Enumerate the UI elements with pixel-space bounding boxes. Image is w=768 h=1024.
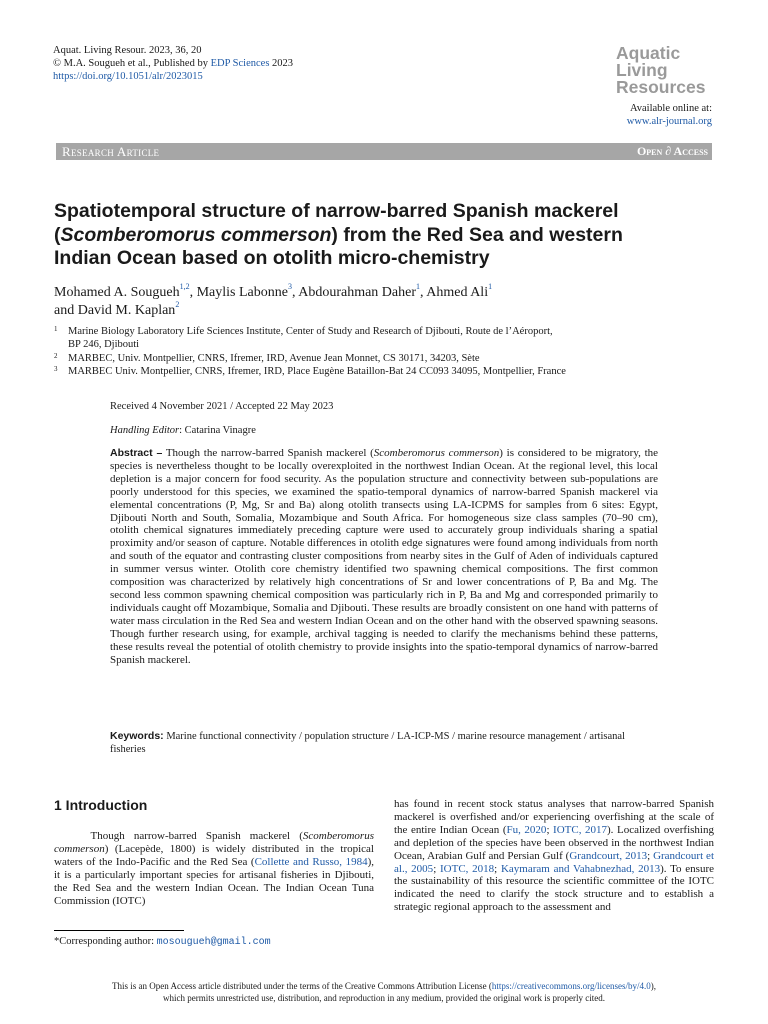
reference-link[interactable]: Grandcourt et al., 2005 [394, 849, 714, 875]
license-link[interactable]: https://creativecommons.org/licenses/by/4.0 [491, 981, 651, 991]
citation-header [53, 44, 293, 83]
reference-link[interactable]: Collette and Russo, 1984 [254, 855, 368, 868]
author: and David M. Kaplan$^2$ [54, 300, 180, 318]
affiliation-item: 1 Marine Biology Laboratory Life Sciences Institute, Center of Study and Research of Djibouti, Route de l’Aéroport, BP 246, Djibouti [54, 325, 553, 351]
affiliation-ref[interactable]: 1 [416, 282, 421, 291]
article-type-label: Research Article [62, 144, 160, 159]
author-list [54, 284, 714, 320]
available-label: Available online at: [629, 103, 712, 114]
footnote-rule [54, 930, 184, 931]
corresponding-author-footnote: *Corresponding author: mosougueh@gmail.com [54, 936, 271, 948]
open-access-label: Open ∂ Access [636, 144, 708, 158]
affiliations [54, 325, 714, 378]
reference-link[interactable]: Fu, 2020 [506, 823, 547, 836]
journal-citation: Aquat. Living Resour. 2023, 36, 20 [53, 45, 202, 56]
affiliation-ref[interactable]: 2 [175, 300, 180, 309]
publisher-link[interactable]: EDP Sciences [210, 58, 270, 69]
journal-website-link[interactable]: www.alr-journal.org [626, 116, 712, 127]
doi-link[interactable]: https://doi.org/10.1051/alr/2023015 [53, 71, 203, 82]
author: Maylis Labonne$^3$, [196, 282, 299, 300]
abstract: Abstract – Though the narrow-barred Spanish mackerel (Scomberomorus commerson) is considered to be migratory, the species is nevertheless thought to be locally overexploited in the northwest Indian Ocean. At the regional level, this local depletion is a major concern for food security. As the population structure and connectivity between sub-populations are poorly understood for this species, we examined the spatio-temporal dynamics of narrow-barred Spanish mackerel via elemental concentrations (P, Mg, Sr and Ba) along otolith transects using LA-ICPMS for samples from 6 sites: Egypt, Djibouti North and South, Somalia, Mozambique and South Africa. For homogeneous size class samples (70–90 cm), otolith chemical signatures immediately preceding capture were used to accurately group individuals sharing a spatial proximity and/or season of capture. Notable differences in otolith edge signatures were found among individuals from north and south of the equator and contrasting cluster compositions from nearby sites in the Gulf of Aden of individuals captured in summer versus winter. Otolith core chemistry identified two spawning chemical compositions. The first common composition was characterized by relatively high concentrations of Sr and lower concentrations of P, Ba and Mg. The second less common spawning chemical composition was particularly rich in P, Ba and Mg and corresponded primarily to individuals caught off Mozambique, Somalia and Djibouti. These results are broadly consistent on one hand with patterns of water mass circulation in the Red Sea and western Indian Ocean and on the other hand with the observed spawning seasons. Though further research using, for example, archival tagging is needed to clarify the mechanisms behind these patterns, these results reveal the potential of otolith chemistry to provide insights into the spatio-temporal dynamics of narrow-barred Spanish mackerel. [110, 447, 659, 666]
affiliation-ref[interactable]: 3 [287, 282, 292, 291]
reference-link[interactable]: IOTC, 2018 [440, 862, 495, 875]
reference-link[interactable]: Kaymaram and Vahabnezhad, 2013 [500, 862, 661, 875]
abstract-label: Abstract – [110, 447, 163, 459]
section-heading: 1 Introduction [54, 797, 148, 813]
keywords: Keywords: Marine functional connectivity / population structure / LA-ICP-MS / marine resource management / artisanal fisheries [110, 730, 625, 755]
article-type-band [56, 143, 712, 160]
author: Mohamed A. Sougueh$^{1,2}$, [54, 282, 197, 300]
affiliation-item: 2 MARBEC, Univ. Montpellier, CNRS, Ifremer, IRD, Avenue Jean Monnet, CS 30171, 34203, Sète [54, 351, 480, 364]
keywords-label: Keywords: [110, 730, 164, 742]
affiliation-ref[interactable]: 1 [488, 282, 493, 291]
copyright-line: © M.A. Sougueh et al., Published by EDP Sciences 2023 [53, 58, 294, 69]
intro-right-column: has found in recent stock status analyses that narrow-barred Spanish mackerel is overfished and/or experiencing overfishing at the scale of the entire Indian Ocean (Fu, 2020; IOTC, 2017). Localized overfishing and depletion of the species have been observed in the northwest Indian Ocean, Arabian Gulf and Persian Gulf (Grandcourt, 2013; Grandcourt et al., 2005; IOTC, 2018; Kaymaram and Vahabnezhad, 2013). To ensure the sustainability of this resource the scientific committee of the IOTC indicated the need to clarify the stock structure and to establish a strategic regional approach to the assessment and [394, 798, 715, 914]
handling-editor: Handling Editor: Catarina Vinagre [110, 425, 256, 436]
intro-left-column: Though narrow-barred Spanish mackerel (Scomberomorus commerson) (Lacepède, 1800) is widely distributed in the tropical waters of the Indo-Pacific and the Red Sea (Collette and Russo, 1984), it is a particularly important species for artisanal fisheries in Djibouti, the Red Sea and the western Indian Ocean. The Indian Ocean Tuna Commission (IOTC) [54, 830, 374, 907]
journal-logo: Aquatic Living Resources [616, 43, 706, 97]
author-email-link[interactable]: mosougueh@gmail.com [156, 937, 271, 948]
affiliation-item: 3 MARBEC Univ. Montpellier, CNRS, Ifremer, IRD, Place Eugène Bataillon-Bat 24 CC093 34095, Montpellier, France [54, 364, 566, 377]
license-footer: This is an Open Access article distributed under the terms of the Creative Commons Attribution License (https://creativecommons.org/licenses/by/4.0), which permits unrestricted use, distribution, and reproduction in any medium, provided the original work is properly cited. [112, 981, 656, 1003]
reference-link[interactable]: IOTC, 2017 [553, 823, 608, 836]
author: Ahmed Ali$^1$ [426, 282, 493, 300]
affiliation-ref[interactable]: 1,2 [179, 282, 190, 291]
article-title: Spatiotemporal structure of narrow-barred Spanish mackerel (Scomberomorus commerson) from the Red Sea and western Indian Ocean based on otolith micro-chemistry [54, 200, 623, 269]
received-accepted-dates: Received 4 November 2021 / Accepted 22 May 2023 [110, 401, 334, 412]
availability [627, 102, 712, 128]
author: Abdourahman Daher$^1$, [298, 282, 427, 300]
reference-link[interactable]: Grandcourt, 2013 [569, 849, 648, 862]
